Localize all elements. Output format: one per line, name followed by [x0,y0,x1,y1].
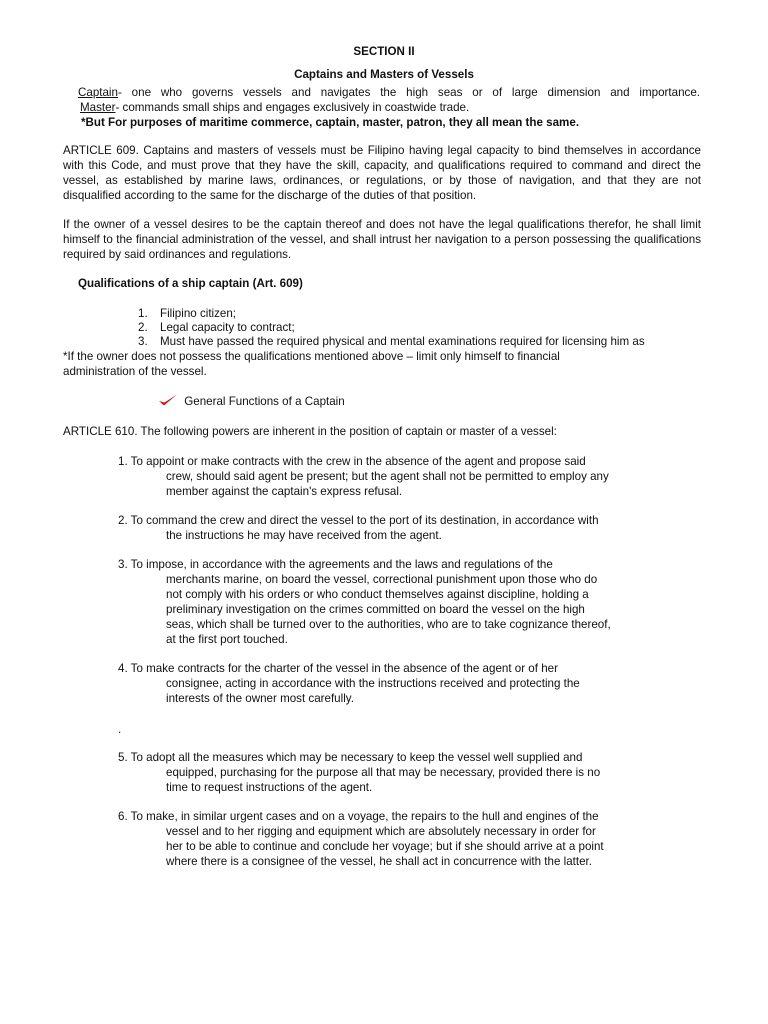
master-definition [80,100,469,115]
definitions-note: *But For purposes of maritime commerce, captain, master, patron, they all mean the same. [81,116,580,129]
article-610-item-line: preliminary investigation on the crimes committed on board the vessel on the high [166,603,585,616]
article-610-item-line: consignee, acting in accordance with the instructions received and protecting the [166,677,580,690]
master-definition-text: - commands small ships and engages exclusively in coastwide trade. [115,101,470,114]
article-610-item-line: 1. To appoint or make contracts with the crew in the absence of the agent and propose said [118,455,586,468]
stray-mark: . [118,723,122,736]
article-610-item-line: 6. To make, in similar urgent cases and on a voyage, the repairs to the hull and engines of the [118,810,599,823]
master-term: Master [80,101,116,114]
general-functions-title: General Functions of a Captain [184,395,345,409]
article-610-item-line: interests of the owner most carefully. [166,692,354,705]
article-610-item-line: time to request instructions of the agent. [166,781,373,794]
article-610-item-line: her to be able to continue and conclude her voyage; but if she should arrive at a point [166,840,604,853]
article-609-paragraph: ARTICLE 609. Captains and masters of vessels must be Filipino having legal capacity to bind themselves in accordance with this Code, and must prove that they have the skill, capacity, and qualifications required to command and direct the vessel, as established by marine laws, ordinances, or regulations, or by those of navigation, and that they are not disqualified according to the same for the discharge of the duties of that position. [63,144,701,202]
section-heading: Captains and Masters of Vessels [294,68,474,81]
checkmark-icon [158,393,178,411]
article-610-item-line: member against the captain's express refusal. [166,485,403,498]
article-610-item-line: 2. To command the crew and direct the vessel to the port of its destination, in accordance with [118,514,599,527]
section-label: SECTION II [353,45,415,58]
article-610-item-line: 3. To impose, in accordance with the agreements and the laws and regulations of the [118,558,553,571]
article-610-item-line: at the first port touched. [166,633,288,646]
qualification-item: 2. Legal capacity to contract; [138,321,295,334]
article-610-item-line: seas, which shall be turned over to the authorities, who are to take cognizance thereof, [166,618,611,631]
article-610-item-line: 4. To make contracts for the charter of the vessel in the absence of the agent or of her [118,662,558,675]
article-610-item-line: merchants marine, on board the vessel, correctional punishment upon those who do [166,573,598,586]
captain-term: Captain [78,86,118,99]
captain-definition [78,85,700,100]
qualifications-note-line-1: *If the owner does not possess the qualifications mentioned above – limit only himself to financial [63,350,560,363]
captain-definition-text: - one who governs vessels and navigates the high seas or of large dimension and importance. [117,86,700,99]
owner-captain-paragraph: If the owner of a vessel desires to be the captain thereof and does not have the legal qualifications therefor, he shall limit himself to the financial administration of the vessel, and shall intrust her navigation to a person possessing the qualifications required by said ordinances and regulations. [63,218,701,261]
article-610-item-line: equipped, purchasing for the purpose all that may be necessary, provided there is no [166,766,601,779]
article-610-item-line: 5. To adopt all the measures which may be necessary to keep the vessel well supplied and [118,751,583,764]
qualification-item: 3. Must have passed the required physical and mental examinations required for licensing him as [138,335,645,348]
article-610-item-line: crew, should said agent be present; but the agent shall not be permitted to employ any [166,470,609,483]
qualifications-note-line-2: administration of the vessel. [63,365,207,378]
article-610-intro: ARTICLE 610. The following powers are inherent in the position of captain or master of a vessel: [63,425,557,438]
article-610-item-line: where there is a consignee of the vessel, he shall act in concurrence with the latter. [166,855,592,868]
article-610-item-line: not comply with his orders or who conduct themselves against discipline, holding a [166,588,589,601]
article-610-item-line: vessel and to her rigging and equipment which are absolutely necessary in order for [166,825,596,838]
qualification-item: 1. Filipino citizen; [138,307,237,320]
qualifications-title: Qualifications of a ship captain (Art. 609) [78,277,303,290]
article-610-item-line: the instructions he may have received from the agent. [166,529,442,542]
general-functions-heading [158,393,345,411]
